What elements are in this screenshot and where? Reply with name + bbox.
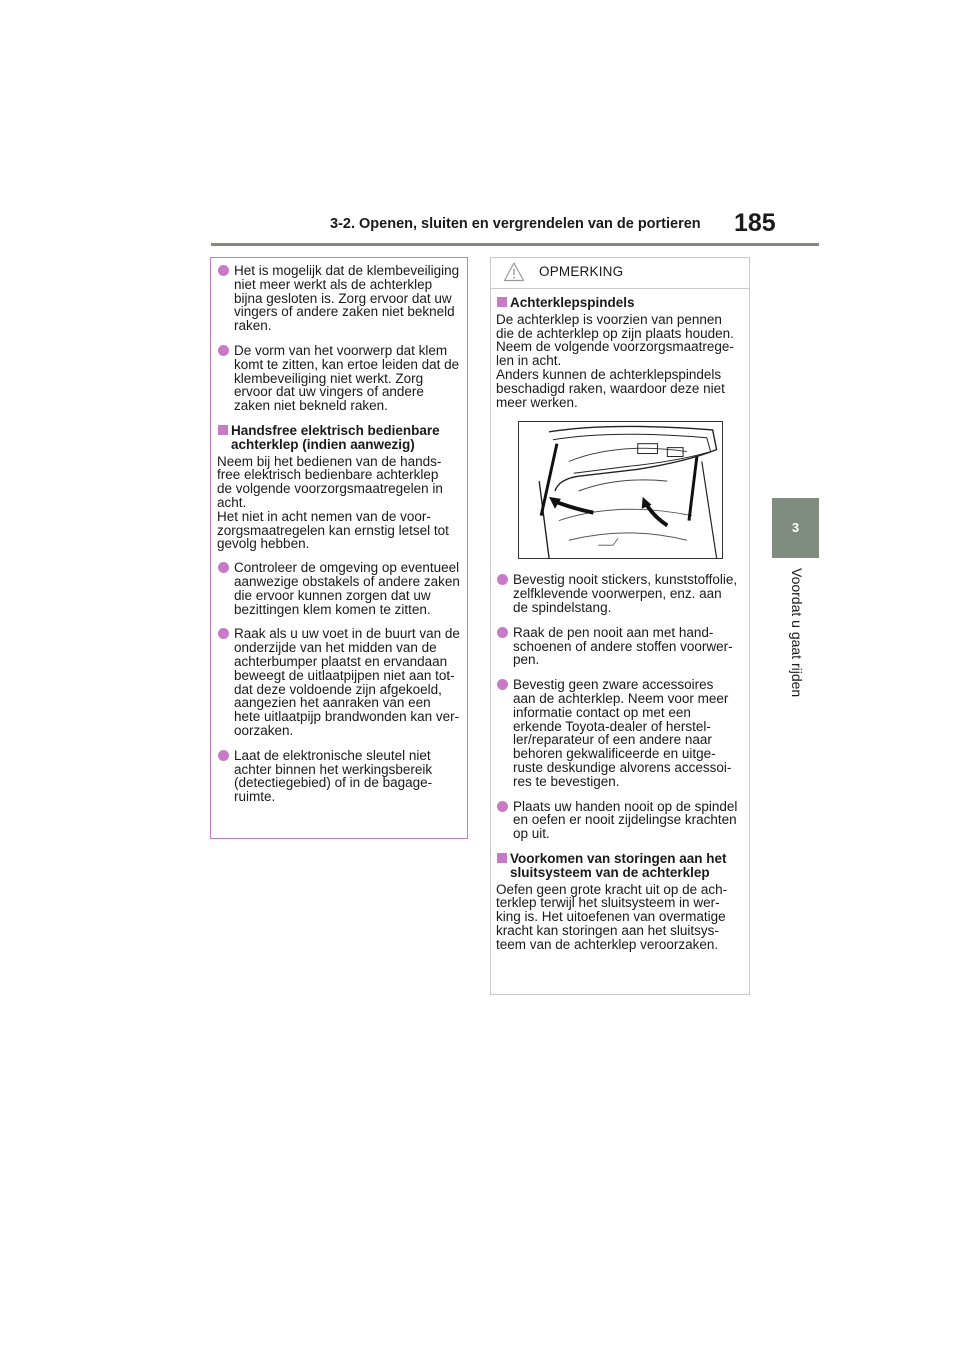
section-heading	[217, 424, 462, 452]
text-line: king is. Het uitoefenen van overmatige	[496, 909, 726, 925]
text-line: achter binnen het werkingsbereik	[234, 761, 433, 777]
text-line: die de achterklep op zijn plaats houden.	[496, 325, 734, 341]
section-heading-text	[231, 424, 462, 452]
page-number: 185	[734, 209, 776, 237]
section-paragraph	[217, 455, 462, 552]
text-line: Neem de volgende voorzorgsmaatrege-	[496, 339, 734, 355]
bullet-icon	[218, 265, 229, 276]
text-line: vingers of andere zaken niet bekneld	[234, 304, 455, 320]
section-heading	[496, 296, 745, 310]
header-rule	[211, 243, 819, 246]
bullet-icon	[497, 801, 508, 812]
text-line: Voorkomen van storingen aan het	[510, 850, 727, 866]
list-item	[496, 573, 745, 614]
square-icon	[497, 853, 507, 863]
list-item-text	[513, 626, 745, 667]
text-line: schoenen of andere stoffen voorwer-	[513, 638, 733, 654]
text-line: Laat de elektronische sleutel niet	[234, 747, 431, 763]
list-item	[217, 627, 462, 737]
text-line: ruste deskundige alvorens accessoi-	[513, 759, 732, 775]
bullet-icon	[218, 750, 229, 761]
bullet-icon	[218, 562, 229, 573]
list-item	[217, 344, 462, 413]
text-line: zorgsmaatregelen kan ernstig letsel tot	[217, 522, 449, 538]
list-item-text	[513, 678, 745, 788]
text-line: beweegt de uitlaatpijpen niet aan tot-	[234, 667, 455, 683]
section-paragraph	[496, 883, 745, 952]
text-line: en oefen er nooit zijdelingse krachten	[513, 812, 737, 828]
bullet-icon	[497, 574, 508, 585]
section-heading-text	[510, 852, 745, 880]
list-item	[496, 626, 745, 667]
text-line: Bevestig geen zware accessoires	[513, 677, 714, 693]
list-item-text	[234, 749, 462, 804]
text-line: achterklep (indien aanwezig)	[231, 436, 415, 452]
text-line: aan de achterklep. Neem voor meer	[513, 690, 729, 706]
chapter-tab: 3	[772, 498, 819, 558]
bullet-icon	[218, 628, 229, 639]
text-line: klembeveiliging niet werkt. Zorg	[234, 370, 424, 386]
text-line: zelfklevende voorwerpen, enz. aan	[513, 586, 722, 602]
text-line: die ervoor kunnen zorgen dat uw	[234, 587, 431, 603]
section-title: 3-2. Openen, sluiten en vergrendelen van de portieren	[330, 216, 701, 232]
section-paragraph	[496, 313, 745, 410]
text-line: onderzijde van het midden van de	[234, 640, 437, 656]
text-line: erkende Toyota-dealer of herstel-	[513, 718, 711, 734]
text-line: sluitsysteem van de achterklep	[510, 864, 710, 880]
notice-box	[490, 257, 750, 995]
square-icon	[497, 297, 507, 307]
text-line: Raak als u uw voet in de buurt van de	[234, 626, 460, 642]
text-line: aanwezige obstakels of andere zaken	[234, 573, 460, 589]
text-line: Het is mogelijk dat de klembeveiliging	[234, 263, 460, 278]
warning-triangle-icon	[503, 261, 525, 283]
text-line: bezittingen klem komen te zitten.	[234, 601, 431, 617]
list-item	[217, 264, 462, 333]
text-line: gevolg hebben.	[217, 536, 310, 552]
text-line: meer werken.	[496, 394, 578, 410]
text-line: bijna gesloten is. Zorg ervoor dat uw	[234, 290, 452, 306]
text-line: zaken niet bekneld raken.	[234, 398, 388, 414]
text-line: Raak de pen nooit aan met hand-	[513, 624, 714, 640]
text-line: Handsfree elektrisch bedienbare	[231, 422, 440, 438]
text-line: oorzaken.	[234, 722, 294, 738]
list-item-text	[234, 264, 462, 333]
bullet-icon	[497, 679, 508, 690]
text-line: pen.	[513, 652, 540, 668]
text-line: niet meer werkt als de achterklep	[234, 276, 433, 292]
chapter-label: Voordat u gaat rijden	[789, 568, 805, 698]
text-line: Controleer de omgeving op eventueel	[234, 560, 460, 576]
text-line: ler/reparateur of een andere naar	[513, 732, 712, 748]
text-line: de volgende voorzorgsmaatregelen in	[217, 481, 443, 497]
section-heading	[496, 852, 745, 880]
text-line: Anders kunnen de achterklepspindels	[496, 366, 722, 382]
text-line: (detectiegebied) of in de bagage-	[234, 775, 433, 791]
text-line: ruimte.	[234, 789, 276, 805]
text-line: aangezien het aanraken van een	[234, 695, 431, 711]
text-line: beschadigd raken, waardoor deze niet	[496, 380, 725, 396]
text-line: res te bevestigen.	[513, 773, 620, 789]
list-item-text	[234, 627, 462, 737]
text-line: Oefen geen grote kracht uit op de ach-	[496, 881, 728, 897]
section-heading-text	[510, 296, 745, 310]
square-icon	[218, 425, 228, 435]
caution-box	[210, 257, 468, 839]
text-line: Neem bij het bedienen van de hands-	[217, 453, 442, 469]
text-line: informatie contact op met een	[513, 704, 691, 720]
text-line: teem van de achterklep veroorzaken.	[496, 936, 719, 952]
bullet-icon	[497, 627, 508, 638]
text-line: kracht kan storingen aan het sluitsys-	[496, 922, 719, 938]
text-line: raken.	[234, 318, 272, 334]
list-item-text	[234, 561, 462, 616]
text-line: de spindelstang.	[513, 599, 612, 615]
list-item	[496, 678, 745, 788]
text-line: komt te zitten, kan ertoe leiden dat de	[234, 356, 460, 372]
notice-header	[491, 258, 749, 289]
text-line: De achterklep is voorzien van pennen	[496, 311, 722, 327]
list-item	[217, 561, 462, 616]
text-line: Bevestig nooit stickers, kunststoffolie,	[513, 572, 738, 588]
text-line: De vorm van het voorwerp dat klem	[234, 342, 448, 358]
list-item-text	[513, 800, 745, 841]
text-line: behoren gekwalificeerde en uitge-	[513, 746, 716, 762]
text-line: Achterklepspindels	[510, 295, 635, 310]
text-line: acht.	[217, 494, 247, 510]
text-line: op uit.	[513, 826, 550, 842]
text-line: hete uitlaatpijp brandwonden kan ver-	[234, 709, 460, 725]
text-line: Plaats uw handen nooit op de spindel	[513, 798, 738, 814]
text-line: dat deze voldoende zijn afgekoeld,	[234, 681, 442, 697]
text-line: terklep terwijl het sluitsysteem in wer-	[496, 895, 720, 911]
list-item	[496, 800, 745, 841]
text-line: free elektrisch bedienbare achterklep	[217, 467, 439, 483]
list-item-text	[234, 344, 462, 413]
text-line: Het niet in acht nemen van de voor-	[217, 508, 431, 524]
text-line: ervoor dat uw vingers of andere	[234, 384, 424, 400]
bullet-icon	[218, 345, 229, 356]
list-item	[217, 749, 462, 804]
list-item-text	[513, 573, 745, 614]
tailgate-spindle-illustration	[518, 421, 723, 559]
text-line: len in acht.	[496, 353, 562, 369]
text-line: achterbumper plaatst en ervandaan	[234, 653, 448, 669]
notice-label: OPMERKING	[539, 264, 624, 279]
